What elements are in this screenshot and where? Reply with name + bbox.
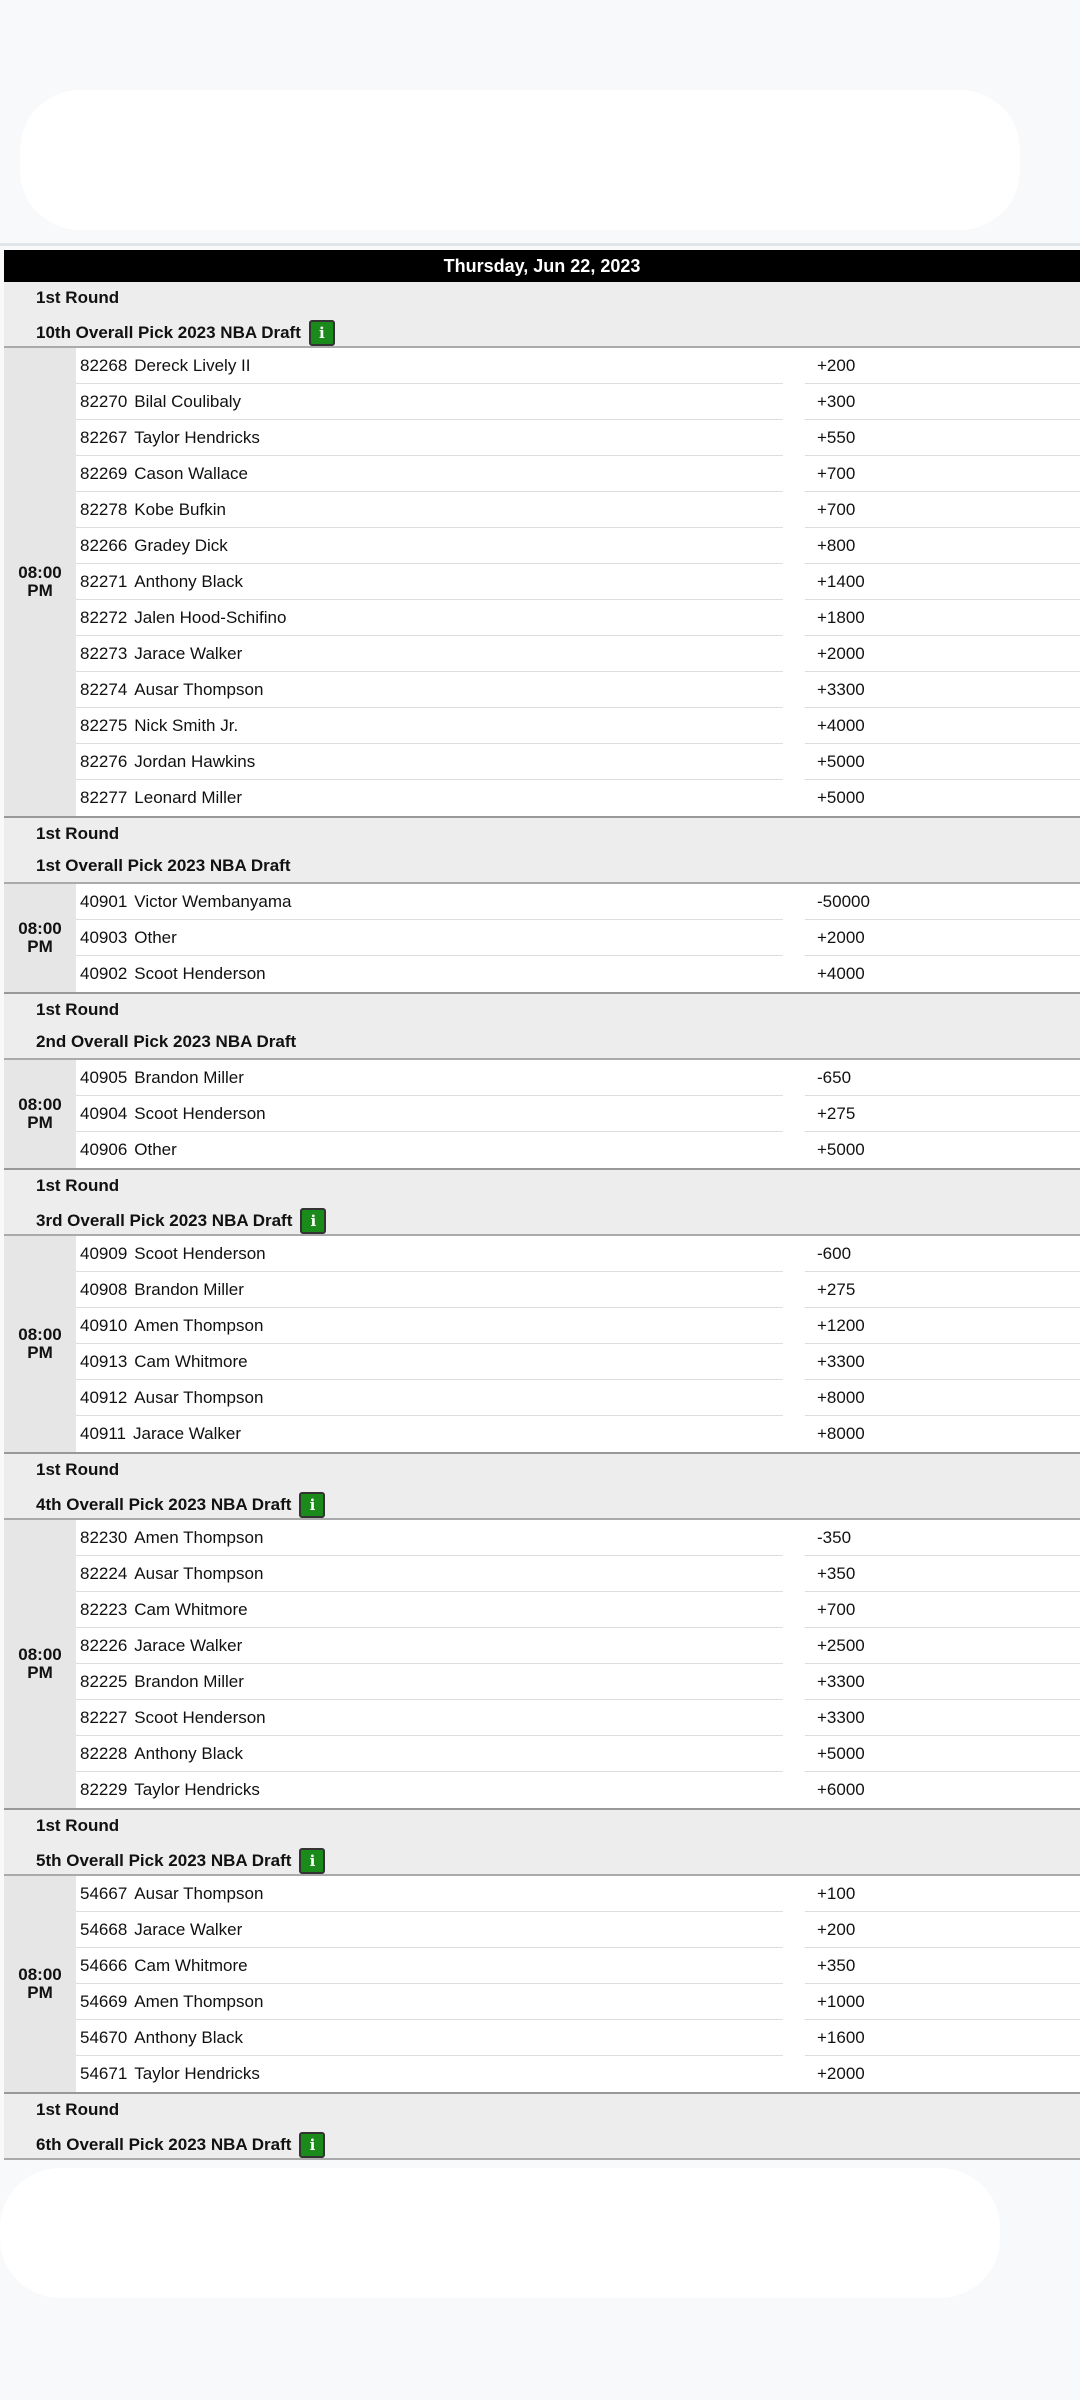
player-name: Jarace Walker bbox=[134, 1636, 243, 1655]
odds-button[interactable]: +200 bbox=[805, 1912, 1080, 1948]
market-body bbox=[4, 884, 1080, 994]
cell-gap bbox=[783, 456, 805, 492]
table-row bbox=[76, 1096, 1080, 1132]
cell-gap bbox=[783, 1556, 805, 1592]
market-header bbox=[4, 1170, 1080, 1236]
odds-button[interactable]: +5000 bbox=[805, 780, 1080, 816]
rotation-number: 40903 bbox=[80, 928, 128, 947]
rotation-number: 40906 bbox=[80, 1140, 128, 1159]
selection-cell bbox=[76, 1520, 783, 1556]
player-name: Jarace Walker bbox=[133, 1424, 242, 1443]
cell-gap bbox=[783, 1912, 805, 1948]
odds-button[interactable]: +3300 bbox=[805, 1344, 1080, 1380]
selection-cell bbox=[76, 1380, 783, 1416]
player-name: Brandon Miller bbox=[134, 1068, 244, 1087]
market-body bbox=[4, 348, 1080, 818]
market-title-wrap bbox=[36, 320, 335, 346]
odds-button[interactable]: +2000 bbox=[805, 920, 1080, 956]
odds-button[interactable]: +4000 bbox=[805, 708, 1080, 744]
player-name: Ausar Thompson bbox=[134, 1884, 264, 1903]
table-row bbox=[76, 2020, 1080, 2056]
redacted-top-area bbox=[20, 90, 1020, 230]
selection-cell bbox=[76, 1700, 783, 1736]
rotation-number: 82228 bbox=[80, 1744, 128, 1763]
market-header bbox=[4, 1810, 1080, 1876]
selection-cell bbox=[76, 920, 783, 956]
player-name: Ausar Thompson bbox=[134, 680, 264, 699]
rotation-number: 82269 bbox=[80, 464, 128, 483]
table-row bbox=[76, 564, 1080, 600]
odds-button[interactable]: +6000 bbox=[805, 1772, 1080, 1808]
cell-gap bbox=[783, 1236, 805, 1272]
market-header bbox=[4, 282, 1080, 348]
player-name: Brandon Miller bbox=[134, 1280, 244, 1299]
table-row bbox=[76, 1236, 1080, 1272]
round-label: 1st Round bbox=[36, 1000, 120, 1019]
time-ampm: PM bbox=[27, 581, 53, 600]
rotation-number: 54670 bbox=[80, 2028, 128, 2047]
rotation-number: 82266 bbox=[80, 536, 128, 555]
cell-gap bbox=[783, 2020, 805, 2056]
rotation-number: 40909 bbox=[80, 1244, 128, 1263]
table-row bbox=[76, 1556, 1080, 1592]
table-row bbox=[76, 672, 1080, 708]
cell-gap bbox=[783, 920, 805, 956]
player-name: Nick Smith Jr. bbox=[134, 716, 239, 735]
selection-cell bbox=[76, 884, 783, 920]
rotation-number: 82230 bbox=[80, 1528, 128, 1547]
rotation-number: 54668 bbox=[80, 1920, 128, 1939]
odds-button[interactable]: +2000 bbox=[805, 2056, 1080, 2092]
table-row bbox=[76, 348, 1080, 384]
info-icon[interactable]: i bbox=[299, 1848, 325, 1874]
player-name: Bilal Coulibaly bbox=[134, 392, 242, 411]
selection-cell bbox=[76, 672, 783, 708]
cell-gap bbox=[783, 672, 805, 708]
market-title-wrap bbox=[36, 856, 291, 876]
market-body bbox=[4, 1236, 1080, 1454]
market-title: 1st Overall Pick 2023 NBA Draft bbox=[36, 856, 291, 875]
odds-button[interactable]: +350 bbox=[805, 1948, 1080, 1984]
table-row bbox=[76, 1948, 1080, 1984]
selection-cell bbox=[76, 1592, 783, 1628]
player-name: Anthony Black bbox=[134, 1744, 243, 1763]
cell-gap bbox=[783, 1984, 805, 2020]
table-row bbox=[76, 1132, 1080, 1168]
rotation-number: 82277 bbox=[80, 788, 128, 807]
info-icon[interactable]: i bbox=[300, 1208, 326, 1234]
selection-cell bbox=[76, 600, 783, 636]
odds-button[interactable]: +8000 bbox=[805, 1416, 1080, 1452]
market-body bbox=[4, 1520, 1080, 1810]
cell-gap bbox=[783, 492, 805, 528]
market-title: 10th Overall Pick 2023 NBA Draft bbox=[36, 323, 301, 342]
odds-button[interactable]: +800 bbox=[805, 528, 1080, 564]
odds-button[interactable]: +1600 bbox=[805, 2020, 1080, 2056]
player-name: Jarace Walker bbox=[134, 1920, 243, 1939]
rotation-number: 82272 bbox=[80, 608, 128, 627]
selection-cell bbox=[76, 1772, 783, 1808]
cell-gap bbox=[783, 744, 805, 780]
player-name: Victor Wembanyama bbox=[134, 892, 292, 911]
table-row bbox=[76, 780, 1080, 816]
cell-gap bbox=[783, 1948, 805, 1984]
table-row bbox=[76, 1592, 1080, 1628]
table-row bbox=[76, 1344, 1080, 1380]
odds-button[interactable]: +300 bbox=[805, 384, 1080, 420]
market-title: 6th Overall Pick 2023 NBA Draft bbox=[36, 2135, 292, 2154]
selection-cell bbox=[76, 1664, 783, 1700]
time-value: 08:00 bbox=[18, 1325, 62, 1344]
selection-cell bbox=[76, 1984, 783, 2020]
table-row bbox=[76, 1664, 1080, 1700]
rotation-number: 40902 bbox=[80, 964, 128, 983]
player-name: Jalen Hood-Schifino bbox=[134, 608, 287, 627]
odds-button[interactable]: +3300 bbox=[805, 1664, 1080, 1700]
rotation-number: 82225 bbox=[80, 1672, 128, 1691]
cell-gap bbox=[783, 1380, 805, 1416]
rotation-number: 82226 bbox=[80, 1636, 128, 1655]
player-name: Amen Thompson bbox=[134, 1992, 264, 2011]
rotation-number: 54669 bbox=[80, 1992, 128, 2011]
event-time bbox=[4, 1060, 76, 1168]
table-row bbox=[76, 1700, 1080, 1736]
player-name: Scoot Henderson bbox=[134, 1708, 266, 1727]
table-row bbox=[76, 920, 1080, 956]
table-row bbox=[76, 456, 1080, 492]
cell-gap bbox=[783, 956, 805, 992]
player-name: Amen Thompson bbox=[134, 1316, 264, 1335]
odds-button[interactable]: +1200 bbox=[805, 1308, 1080, 1344]
player-name: Cam Whitmore bbox=[134, 1956, 248, 1975]
time-value: 08:00 bbox=[18, 919, 62, 938]
table-row bbox=[76, 744, 1080, 780]
table-row bbox=[76, 420, 1080, 456]
rotation-number: 82276 bbox=[80, 752, 128, 771]
table-row bbox=[76, 528, 1080, 564]
cell-gap bbox=[783, 600, 805, 636]
selection-cell bbox=[76, 1308, 783, 1344]
player-name: Other bbox=[134, 928, 177, 947]
selection-cell bbox=[76, 956, 783, 992]
odds-button[interactable]: +700 bbox=[805, 492, 1080, 528]
time-ampm: PM bbox=[27, 1663, 53, 1682]
market-body bbox=[4, 1060, 1080, 1170]
table-row bbox=[76, 1380, 1080, 1416]
cell-gap bbox=[783, 1344, 805, 1380]
market-title: 5th Overall Pick 2023 NBA Draft bbox=[36, 1851, 292, 1870]
odds-button[interactable]: +1400 bbox=[805, 564, 1080, 600]
selection-cell bbox=[76, 1416, 783, 1452]
rotation-number: 82268 bbox=[80, 356, 128, 375]
cell-gap bbox=[783, 1592, 805, 1628]
selection-cell bbox=[76, 2020, 783, 2056]
market-title-wrap bbox=[36, 1208, 326, 1234]
cell-gap bbox=[783, 1664, 805, 1700]
table-row bbox=[76, 1984, 1080, 2020]
cell-gap bbox=[783, 1700, 805, 1736]
market-header bbox=[4, 818, 1080, 884]
cell-gap bbox=[783, 1132, 805, 1168]
odds-button[interactable]: +2500 bbox=[805, 1628, 1080, 1664]
player-name: Scoot Henderson bbox=[134, 964, 266, 983]
rotation-number: 82267 bbox=[80, 428, 128, 447]
cell-gap bbox=[783, 708, 805, 744]
odds-button[interactable]: +550 bbox=[805, 420, 1080, 456]
player-name: Anthony Black bbox=[134, 2028, 243, 2047]
market-title-wrap bbox=[36, 1032, 296, 1052]
rotation-number: 40904 bbox=[80, 1104, 128, 1123]
selection-cell bbox=[76, 1132, 783, 1168]
rotation-number: 40911 bbox=[80, 1424, 127, 1443]
cell-gap bbox=[783, 420, 805, 456]
selection-cell bbox=[76, 1272, 783, 1308]
selection-cell bbox=[76, 348, 783, 384]
info-icon[interactable]: i bbox=[299, 2132, 325, 2158]
date-header: Thursday, Jun 22, 2023 bbox=[4, 250, 1080, 282]
cell-gap bbox=[783, 1308, 805, 1344]
market-header bbox=[4, 994, 1080, 1060]
table-row bbox=[76, 1912, 1080, 1948]
table-row bbox=[76, 1520, 1080, 1556]
time-value: 08:00 bbox=[18, 1965, 62, 1984]
cell-gap bbox=[783, 2056, 805, 2092]
odds-button[interactable]: -350 bbox=[805, 1520, 1080, 1556]
cell-gap bbox=[783, 1736, 805, 1772]
info-icon[interactable]: i bbox=[299, 1492, 325, 1518]
table-row bbox=[76, 1772, 1080, 1808]
player-name: Kobe Bufkin bbox=[134, 500, 226, 519]
cell-gap bbox=[783, 1060, 805, 1096]
selection-cell bbox=[76, 708, 783, 744]
player-name: Gradey Dick bbox=[134, 536, 228, 555]
cell-gap bbox=[783, 1416, 805, 1452]
table-row bbox=[76, 1628, 1080, 1664]
table-row bbox=[76, 1416, 1080, 1452]
event-time bbox=[4, 1520, 76, 1808]
info-icon[interactable]: i bbox=[309, 320, 335, 346]
odds-button[interactable]: +200 bbox=[805, 348, 1080, 384]
selection-cell bbox=[76, 1628, 783, 1664]
table-row bbox=[76, 636, 1080, 672]
odds-button[interactable]: -650 bbox=[805, 1060, 1080, 1096]
time-ampm: PM bbox=[27, 1113, 53, 1132]
cell-gap bbox=[783, 780, 805, 816]
selection-cell bbox=[76, 528, 783, 564]
odds-table bbox=[4, 250, 1080, 2160]
market-title: 4th Overall Pick 2023 NBA Draft bbox=[36, 1495, 292, 1514]
rotation-number: 82223 bbox=[80, 1600, 128, 1619]
round-label: 1st Round bbox=[36, 1816, 120, 1835]
odds-button[interactable]: +700 bbox=[805, 1592, 1080, 1628]
rotation-number: 40912 bbox=[80, 1388, 128, 1407]
odds-button[interactable]: +3300 bbox=[805, 1700, 1080, 1736]
player-name: Other bbox=[134, 1140, 177, 1159]
selection-cell bbox=[76, 384, 783, 420]
odds-button[interactable]: +5000 bbox=[805, 1736, 1080, 1772]
rotation-number: 40901 bbox=[80, 892, 128, 911]
redacted-bottom-area bbox=[0, 2168, 1000, 2298]
rotation-number: 40913 bbox=[80, 1352, 128, 1371]
player-name: Dereck Lively II bbox=[134, 356, 251, 375]
market-header bbox=[4, 1454, 1080, 1520]
table-row bbox=[76, 600, 1080, 636]
rotation-number: 82275 bbox=[80, 716, 128, 735]
selection-cell bbox=[76, 1876, 783, 1912]
selection-cell bbox=[76, 420, 783, 456]
event-time bbox=[4, 1876, 76, 2092]
table-row bbox=[76, 956, 1080, 992]
player-name: Jordan Hawkins bbox=[134, 752, 256, 771]
round-label: 1st Round bbox=[36, 1460, 120, 1479]
cell-gap bbox=[783, 1096, 805, 1132]
time-value: 08:00 bbox=[18, 1095, 62, 1114]
odds-button[interactable]: +100 bbox=[805, 1876, 1080, 1912]
cell-gap bbox=[783, 1772, 805, 1808]
rotation-number: 40908 bbox=[80, 1280, 128, 1299]
player-name: Scoot Henderson bbox=[134, 1104, 266, 1123]
selection-cell bbox=[76, 2056, 783, 2092]
odds-button[interactable]: -50000 bbox=[805, 884, 1080, 920]
market-title-wrap bbox=[36, 2132, 325, 2158]
odds-button[interactable]: +1000 bbox=[805, 1984, 1080, 2020]
table-row bbox=[76, 1308, 1080, 1344]
time-value: 08:00 bbox=[18, 563, 62, 582]
player-name: Cam Whitmore bbox=[134, 1352, 248, 1371]
rotation-number: 40910 bbox=[80, 1316, 128, 1335]
selection-cell bbox=[76, 1060, 783, 1096]
table-row bbox=[76, 708, 1080, 744]
rotation-number: 82270 bbox=[80, 392, 128, 411]
selection-cell bbox=[76, 1236, 783, 1272]
table-row bbox=[76, 384, 1080, 420]
time-ampm: PM bbox=[27, 1983, 53, 2002]
table-row bbox=[76, 1876, 1080, 1912]
event-time bbox=[4, 348, 76, 816]
player-name: Ausar Thompson bbox=[134, 1564, 264, 1583]
table-row bbox=[76, 1060, 1080, 1096]
round-label: 1st Round bbox=[36, 1176, 120, 1195]
rotation-number: 82224 bbox=[80, 1564, 128, 1583]
selection-cell bbox=[76, 564, 783, 600]
rotation-number: 54666 bbox=[80, 1956, 128, 1975]
cell-gap bbox=[783, 884, 805, 920]
time-ampm: PM bbox=[27, 1343, 53, 1362]
player-name: Scoot Henderson bbox=[134, 1244, 266, 1263]
cell-gap bbox=[783, 636, 805, 672]
selection-cell bbox=[76, 636, 783, 672]
rotation-number: 82229 bbox=[80, 1780, 128, 1799]
odds-button[interactable]: +700 bbox=[805, 456, 1080, 492]
odds-button[interactable]: +8000 bbox=[805, 1380, 1080, 1416]
rotation-number: 82274 bbox=[80, 680, 128, 699]
round-label: 1st Round bbox=[36, 288, 120, 307]
odds-button[interactable]: +5000 bbox=[805, 1132, 1080, 1168]
rotation-number: 40905 bbox=[80, 1068, 128, 1087]
rotation-number: 82273 bbox=[80, 644, 128, 663]
rotation-number: 54667 bbox=[80, 1884, 128, 1903]
player-name: Amen Thompson bbox=[134, 1528, 264, 1547]
event-time bbox=[4, 1236, 76, 1452]
cell-gap bbox=[783, 1876, 805, 1912]
odds-button[interactable]: +275 bbox=[805, 1272, 1080, 1308]
cell-gap bbox=[783, 1272, 805, 1308]
cell-gap bbox=[783, 1520, 805, 1556]
table-row bbox=[76, 884, 1080, 920]
rotation-number: 54671 bbox=[80, 2064, 128, 2083]
selection-cell bbox=[76, 1912, 783, 1948]
round-label: 1st Round bbox=[36, 2100, 120, 2119]
player-name: Anthony Black bbox=[134, 572, 243, 591]
table-row bbox=[76, 1736, 1080, 1772]
table-row bbox=[76, 492, 1080, 528]
player-name: Jarace Walker bbox=[134, 644, 243, 663]
selection-cell bbox=[76, 456, 783, 492]
time-ampm: PM bbox=[27, 937, 53, 956]
cell-gap bbox=[783, 1628, 805, 1664]
odds-button[interactable]: +4000 bbox=[805, 956, 1080, 992]
event-time bbox=[4, 884, 76, 992]
table-row bbox=[76, 1272, 1080, 1308]
player-name: Taylor Hendricks bbox=[134, 2064, 260, 2083]
selection-cell bbox=[76, 1344, 783, 1380]
selection-cell bbox=[76, 780, 783, 816]
selection-cell bbox=[76, 744, 783, 780]
rotation-number: 82227 bbox=[80, 1708, 128, 1727]
market-title: 2nd Overall Pick 2023 NBA Draft bbox=[36, 1032, 297, 1051]
odds-button[interactable]: +3300 bbox=[805, 672, 1080, 708]
table-row bbox=[76, 2056, 1080, 2092]
selection-cell bbox=[76, 492, 783, 528]
round-label: 1st Round bbox=[36, 824, 120, 843]
header-divider bbox=[0, 243, 1080, 246]
player-name: Brandon Miller bbox=[134, 1672, 244, 1691]
player-name: Cam Whitmore bbox=[134, 1600, 248, 1619]
cell-gap bbox=[783, 384, 805, 420]
selection-cell bbox=[76, 1948, 783, 1984]
selection-cell bbox=[76, 1096, 783, 1132]
market-title: 3rd Overall Pick 2023 NBA Draft bbox=[36, 1211, 293, 1230]
cell-gap bbox=[783, 528, 805, 564]
odds-button[interactable]: +350 bbox=[805, 1556, 1080, 1592]
market-title-wrap bbox=[36, 1848, 325, 1874]
market-title-wrap bbox=[36, 1492, 325, 1518]
time-value: 08:00 bbox=[18, 1645, 62, 1664]
player-name: Cason Wallace bbox=[134, 464, 248, 483]
player-name: Leonard Miller bbox=[134, 788, 243, 807]
market-body bbox=[4, 1876, 1080, 2094]
rotation-number: 82278 bbox=[80, 500, 128, 519]
player-name: Ausar Thompson bbox=[134, 1388, 264, 1407]
odds-button[interactable]: +275 bbox=[805, 1096, 1080, 1132]
selection-cell bbox=[76, 1736, 783, 1772]
cell-gap bbox=[783, 348, 805, 384]
player-name: Taylor Hendricks bbox=[134, 428, 260, 447]
odds-button[interactable]: +2000 bbox=[805, 636, 1080, 672]
cell-gap bbox=[783, 564, 805, 600]
odds-button[interactable]: +5000 bbox=[805, 744, 1080, 780]
odds-button[interactable]: -600 bbox=[805, 1236, 1080, 1272]
player-name: Taylor Hendricks bbox=[134, 1780, 260, 1799]
odds-button[interactable]: +1800 bbox=[805, 600, 1080, 636]
rotation-number: 82271 bbox=[80, 572, 128, 591]
selection-cell bbox=[76, 1556, 783, 1592]
market-header bbox=[4, 2094, 1080, 2160]
